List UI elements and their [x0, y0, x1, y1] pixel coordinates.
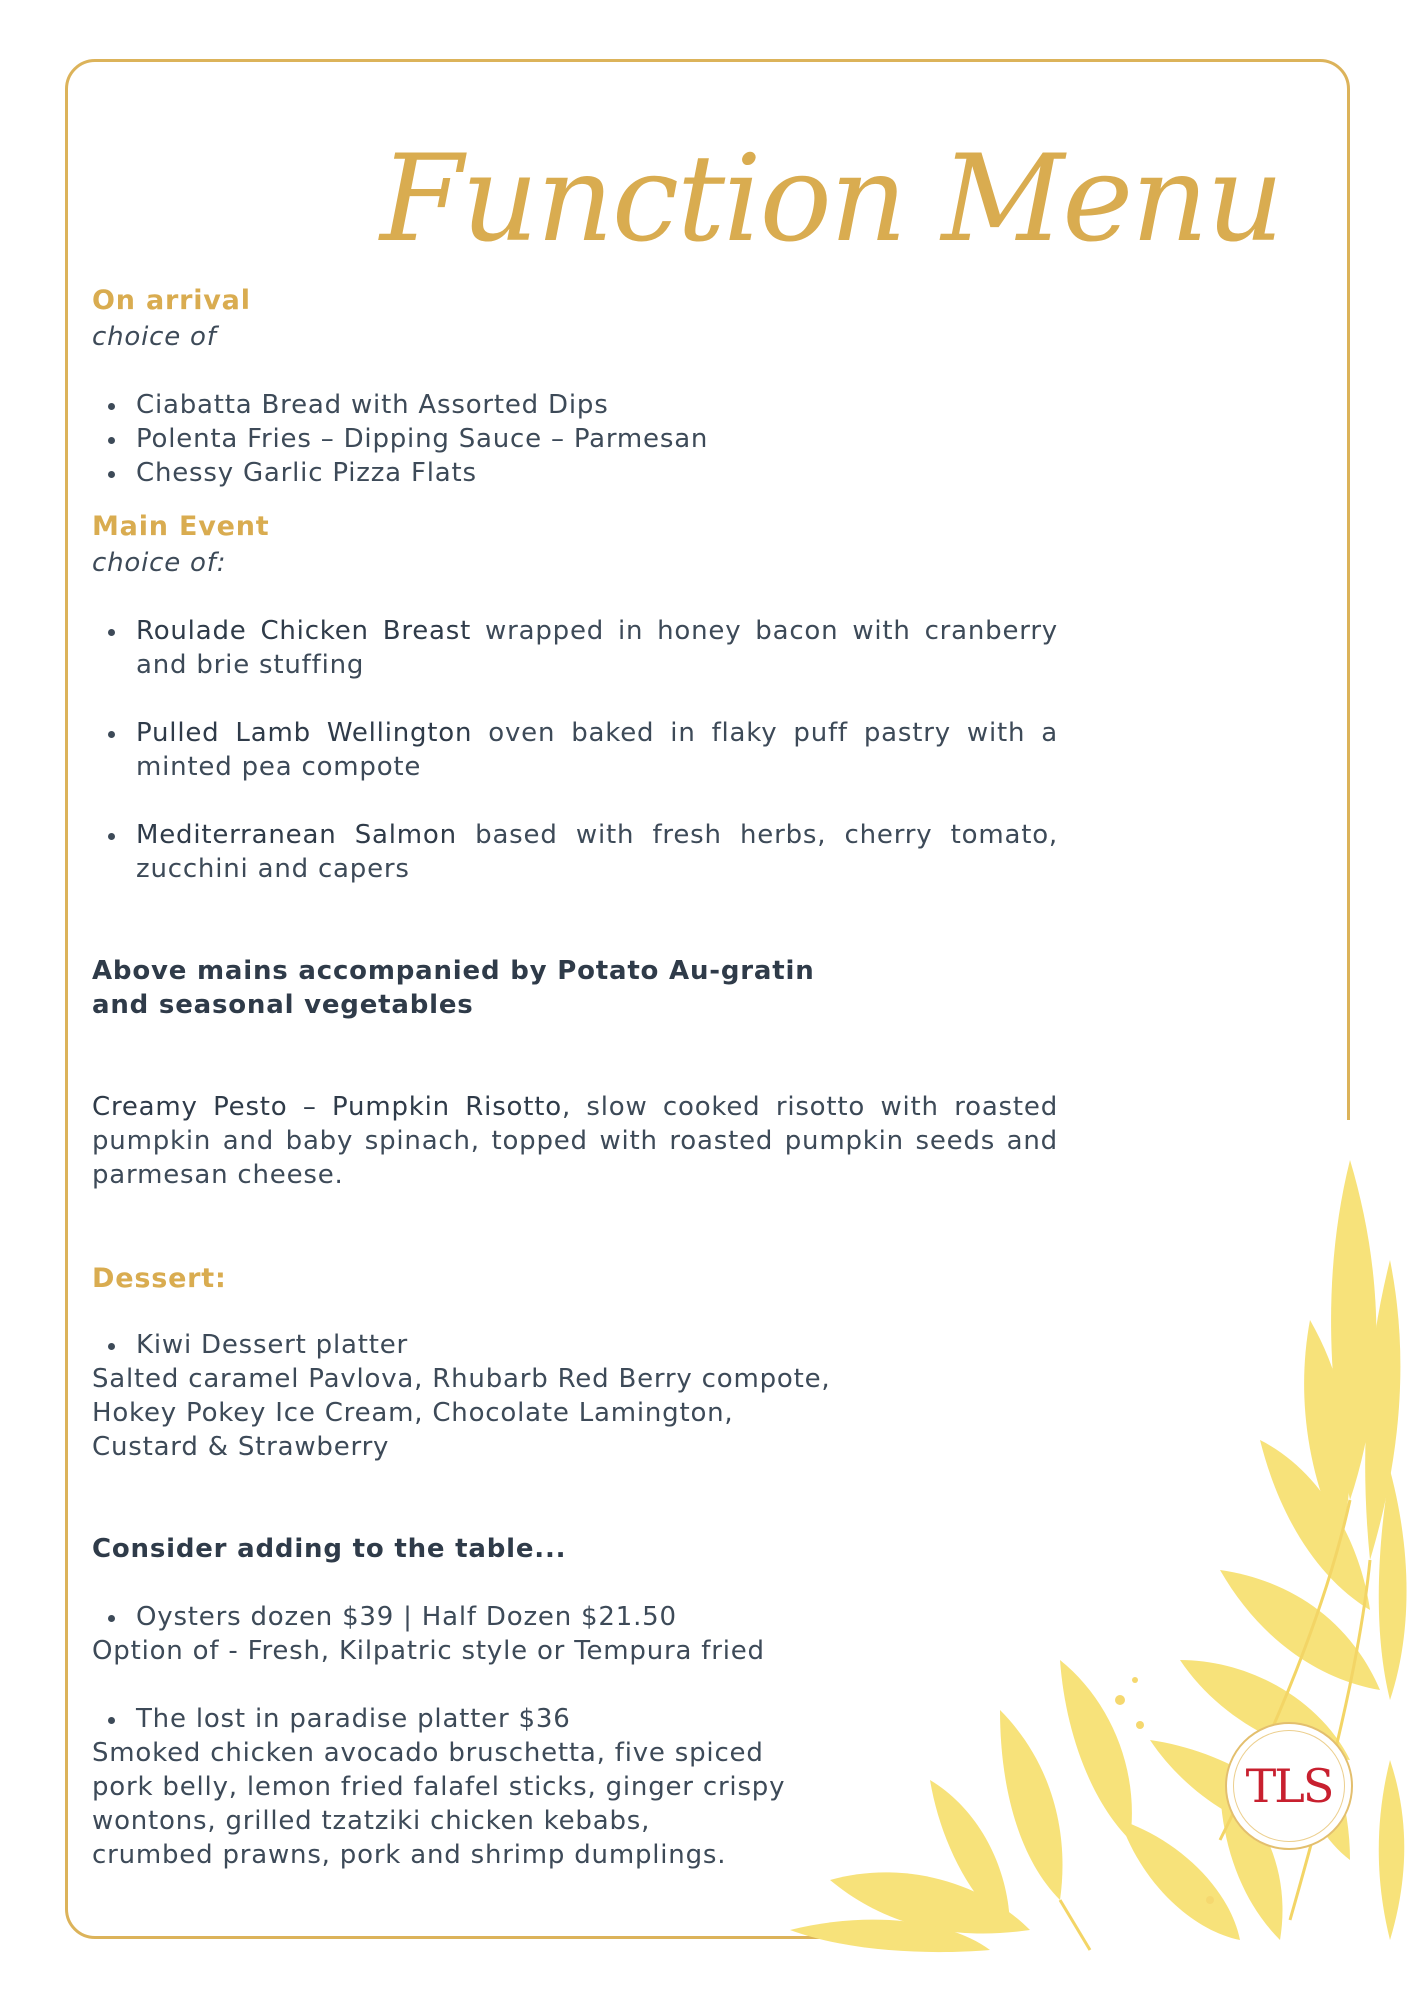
dessert-list: [92, 1328, 1058, 1362]
menu-content: [92, 282, 1058, 1872]
main-event-heading: Main Event: [92, 511, 270, 542]
dish-name: Mediterranean Salmon: [136, 820, 457, 850]
dish-description: oven baked in flaky puff pastry with a minted pea compote: [136, 718, 1058, 782]
dessert-description-line: Salted caramel Pavlova, Rhubarb Red Berry compote,: [92, 1364, 831, 1394]
list-item: Ciabatta Bread with Assorted Dips: [136, 388, 1058, 422]
on-arrival-subheading: choice of: [92, 322, 217, 352]
oysters-description: Option of - Fresh, Kilpatric style or Tempura fried: [92, 1636, 765, 1666]
list-item: Kiwi Dessert platter: [136, 1328, 1058, 1362]
list-item: Polenta Fries – Dipping Sauce – Parmesan: [136, 422, 1058, 456]
list-item: Chessy Garlic Pizza Flats: [136, 456, 1058, 490]
accompaniment-line-2: and seasonal vegetables: [92, 990, 474, 1020]
menu-title-script: Function Menu: [380, 130, 1282, 269]
tls-logo-icon: [1225, 1722, 1353, 1850]
risotto-description: , slow cooked risotto with roasted pumpkin and baby spinach, topped with roasted pumpkin seeds and parmesan cheese.: [92, 1092, 1058, 1190]
list-item: [136, 818, 1058, 886]
list-item: Oysters dozen $39 | Half Dozen $21.50: [136, 1600, 1058, 1634]
extras-section: [92, 1532, 1058, 1872]
main-event-list: [92, 614, 1058, 886]
platter-description-line: pork belly, lemon fried falafel sticks, ginger crispy: [92, 1772, 786, 1802]
main-event-subheading: choice of:: [92, 548, 227, 578]
platter-description-line: wontons, grilled tzatziki chicken kebabs,: [92, 1806, 651, 1836]
dessert-section: [92, 1260, 1058, 1464]
platter-list: [92, 1702, 1058, 1736]
dessert-description-line: Hokey Pokey Ice Cream, Chocolate Lamington,: [92, 1398, 734, 1428]
risotto-name: Creamy Pesto – Pumpkin Risotto: [92, 1092, 562, 1122]
dish-name: Pulled Lamb Wellington: [136, 718, 473, 748]
dish-description: wrapped in honey bacon with cranberry and brie stuffing: [136, 616, 1058, 680]
platter-description-line: Smoked chicken avocado bruschetta, five spiced: [92, 1738, 764, 1768]
list-item: [136, 716, 1058, 784]
on-arrival-section: [92, 282, 1058, 490]
on-arrival-list: [92, 388, 1058, 490]
extras-heading: Consider adding to the table...: [92, 1534, 567, 1564]
accompaniment-line-1: Above mains accompanied by Potato Au-gratin: [92, 956, 815, 986]
spacer: [136, 682, 1058, 716]
main-event-section: [92, 508, 1058, 1192]
platter-description-line: crumbed prawns, pork and shrimp dumplings.: [92, 1840, 727, 1870]
risotto-paragraph: [92, 1090, 1058, 1192]
oysters-list: [92, 1600, 1058, 1634]
menu-title: [370, 80, 1282, 310]
dish-name: Roulade Chicken Breast: [136, 616, 472, 646]
list-item: [136, 614, 1058, 682]
list-item: The lost in paradise platter $36: [136, 1702, 1058, 1736]
spacer: [136, 784, 1058, 818]
dessert-heading: Dessert:: [92, 1263, 227, 1294]
tls-logo-text: TLS: [1233, 1730, 1345, 1842]
dish-description: based with fresh herbs, cherry tomato, zucchini and capers: [136, 820, 1058, 884]
dessert-description-line: Custard & Strawberry: [92, 1432, 390, 1462]
on-arrival-heading: On arrival: [92, 285, 251, 316]
